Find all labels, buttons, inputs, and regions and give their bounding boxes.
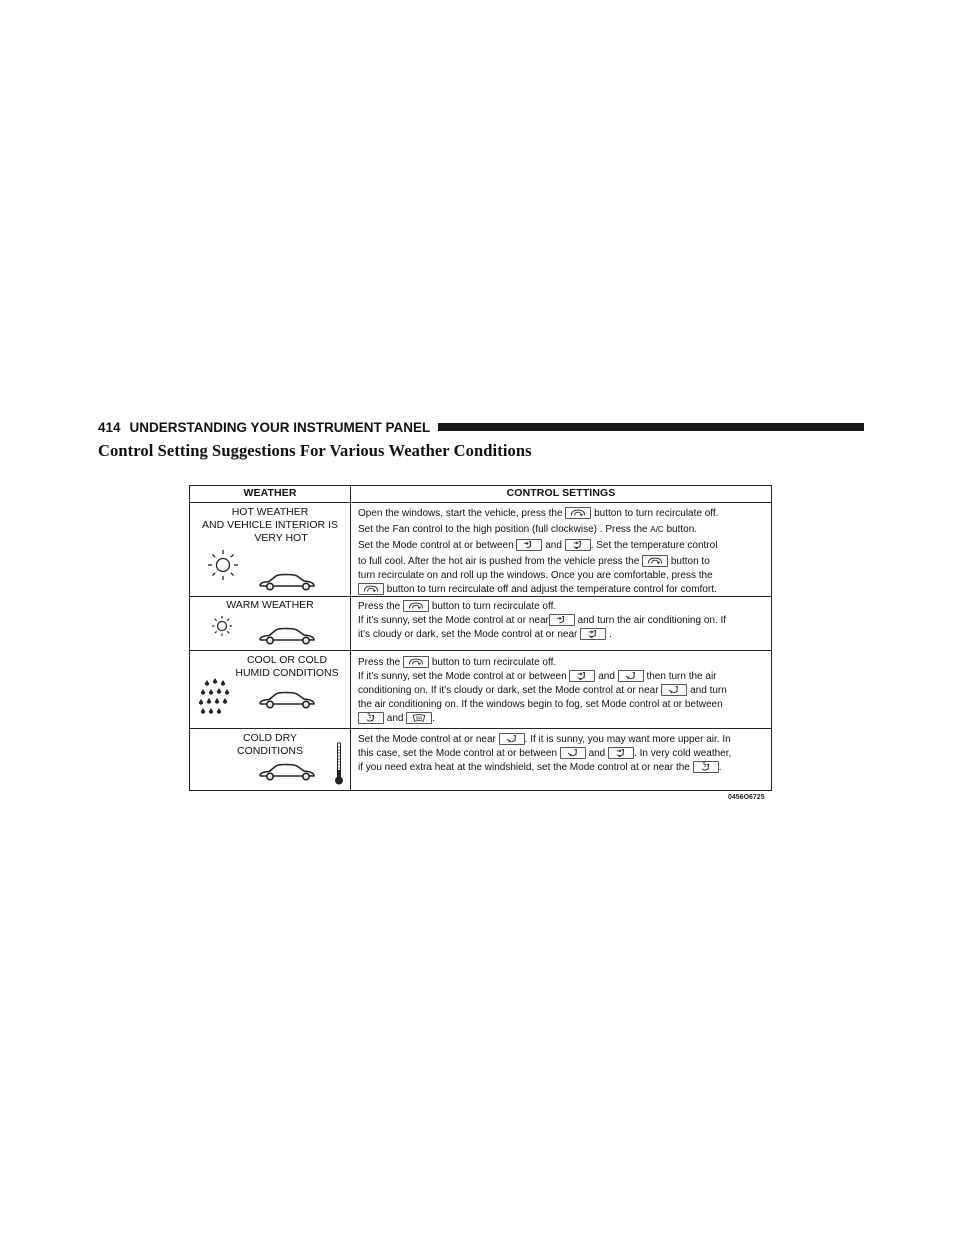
row-divider <box>190 728 771 729</box>
row-divider <box>190 596 771 597</box>
instruction-line <box>358 583 717 596</box>
recirculate-icon <box>358 583 384 595</box>
instruction-line <box>358 656 556 669</box>
page-number: 414 <box>98 419 121 435</box>
text: to full cool. After the hot air is pushed from the vehicle press the <box>358 556 640 567</box>
raindrops-icon <box>198 678 232 722</box>
instruction-line: the air conditioning on. If the windows begin to fog, set Mode control at or between <box>358 699 723 710</box>
page-title: Control Setting Suggestions For Various Weather Conditions <box>98 441 532 460</box>
cool-label-line: COOL OR COLD <box>246 654 328 666</box>
text: If it’s sunny, set the Mode control at or between <box>358 671 567 682</box>
bilevel-mode-icon <box>569 670 595 682</box>
text: and <box>386 713 404 724</box>
text: conditioning on. If it’s cloudy or dark, set the Mode control at or near <box>358 685 659 696</box>
text: it’s cloudy or dark, set the Mode control at or near <box>358 629 578 640</box>
instruction-line <box>358 523 697 536</box>
text: Press the <box>358 601 401 612</box>
floor-mode-icon <box>560 747 586 759</box>
instruction-line <box>358 733 731 746</box>
header-rule <box>438 423 864 431</box>
car-icon <box>257 690 317 710</box>
defrost-icon <box>406 712 432 724</box>
text: button. <box>666 524 698 535</box>
instruction-line <box>358 507 718 520</box>
text: Set the Fan control to the high position (full clockwise) . Press the <box>358 524 648 535</box>
instruction-line <box>358 712 435 725</box>
text: button to turn recirculate off. <box>431 601 557 612</box>
text: . In very cold weather, <box>634 748 732 759</box>
text: this case, set the Mode control at or between <box>358 748 557 759</box>
bilevel-mode-icon <box>565 539 591 551</box>
instruction-line <box>358 600 556 613</box>
sun-icon <box>206 548 240 582</box>
mix-mode-icon <box>693 761 719 773</box>
car-icon <box>257 572 317 592</box>
instruction-line <box>358 747 731 760</box>
page-header <box>98 418 864 436</box>
floor-mode-icon <box>661 684 687 696</box>
text: button to <box>670 556 710 567</box>
cold-dry-label <box>190 732 350 758</box>
text: If it’s sunny, set the Mode control at or near <box>358 615 549 626</box>
instruction-line <box>358 539 717 552</box>
instruction-line <box>358 628 612 641</box>
weather-column-header: WEATHER <box>243 487 297 499</box>
panel-mode-icon <box>549 614 575 626</box>
instruction-line <box>358 614 726 627</box>
instruction-line <box>358 670 717 683</box>
car-icon <box>257 762 317 782</box>
warm-weather-label: WARM WEATHER <box>226 599 314 611</box>
text: Set the Mode control at or near <box>358 734 496 745</box>
instruction-line <box>358 684 727 697</box>
hot-label-line: AND VEHICLE INTERIOR IS <box>202 519 338 531</box>
hot-weather-label <box>190 506 350 545</box>
panel-mode-icon <box>516 539 542 551</box>
text: and turn the air conditioning on. If <box>577 615 727 626</box>
figure-id: 0456O6725 <box>728 794 765 801</box>
ac-label: A/C <box>650 525 664 534</box>
instruction-line: turn recirculate on and roll up the windows. Once you are comfortable, press the <box>358 570 713 581</box>
floor-mode-icon <box>499 733 525 745</box>
text: and <box>545 540 562 551</box>
text: if you need extra heat at the windshield, set the Mode control at or near the <box>358 762 690 773</box>
bilevel-mode-icon <box>608 747 634 759</box>
text: Open the windows, start the vehicle, press the <box>358 508 563 519</box>
thermometer-icon <box>334 742 344 786</box>
text: Press the <box>358 657 401 668</box>
text: . If it is sunny, you may want more upper air. In <box>524 734 731 745</box>
text: button to turn recirculate off. <box>594 508 719 519</box>
recirculate-icon <box>403 600 429 612</box>
floor-mode-icon <box>618 670 644 682</box>
hot-label-line: VERY HOT <box>254 532 308 544</box>
car-icon <box>257 626 317 646</box>
settings-column-header: CONTROL SETTINGS <box>506 487 616 499</box>
text: Set the Mode control at or between <box>358 540 514 551</box>
cool-weather-label <box>190 654 350 680</box>
instruction-line <box>358 761 721 774</box>
cold-dry-label-line: COLD DRY <box>242 732 298 744</box>
text: and <box>598 671 615 682</box>
bilevel-mode-icon <box>580 628 606 640</box>
text: . <box>718 762 722 773</box>
text: then turn the air <box>646 671 717 682</box>
text: . <box>608 629 612 640</box>
section-title: UNDERSTANDING YOUR INSTRUMENT PANEL <box>129 419 431 435</box>
recirculate-icon <box>565 507 591 519</box>
sun-icon <box>210 614 234 638</box>
column-divider <box>350 486 351 790</box>
recirculate-icon <box>403 656 429 668</box>
text: and turn <box>690 685 727 696</box>
control-settings-table <box>189 485 772 791</box>
cool-label-line: HUMID CONDITIONS <box>235 667 339 679</box>
text: button to turn recirculate off. <box>431 657 557 668</box>
instruction-line <box>358 555 710 568</box>
text: and <box>588 748 606 759</box>
recirculate-icon <box>642 555 668 567</box>
cold-dry-label-line: CONDITIONS <box>237 745 303 757</box>
row-divider <box>190 650 771 651</box>
text: . Set the temperature control <box>590 540 718 551</box>
text: button to turn recirculate off and adjust the temperature control for comfort. <box>386 584 717 595</box>
text: . <box>432 713 436 724</box>
hot-label-line: HOT WEATHER <box>231 506 309 518</box>
mix-mode-icon <box>358 712 384 724</box>
row-divider <box>190 502 771 503</box>
